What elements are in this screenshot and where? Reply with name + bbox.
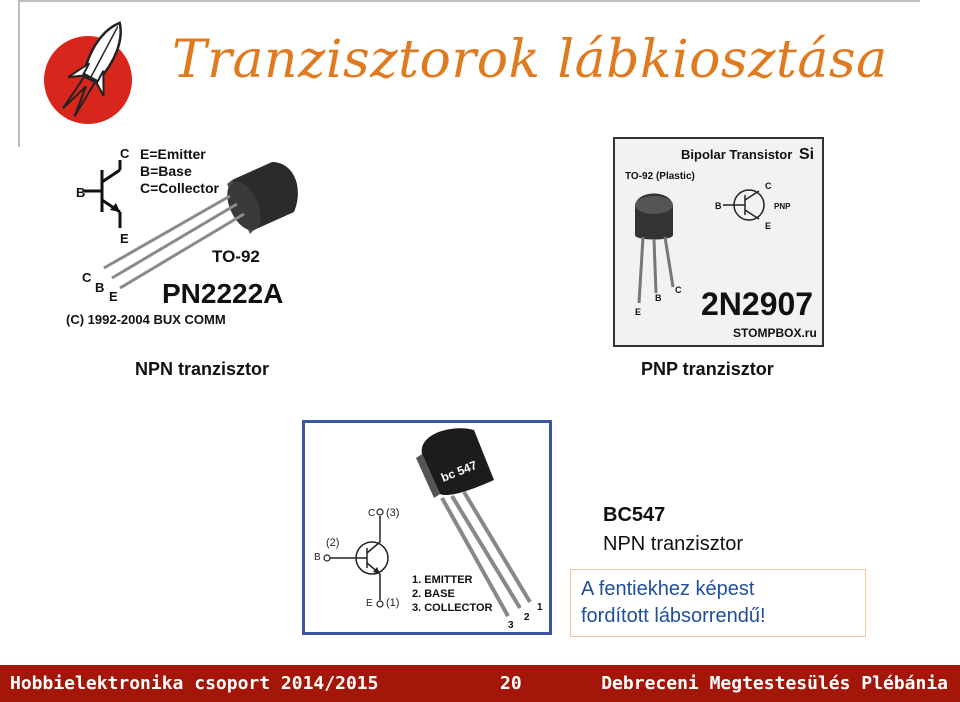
pin-label-e: E (120, 231, 129, 246)
pnp-si-label: Si (799, 146, 815, 163)
pnp-sym-e: E (765, 221, 772, 231)
bc547-caption (603, 501, 743, 559)
bc547-pin-list-1: 1. EMITTER (412, 574, 473, 586)
bc547-b-label: B (314, 552, 321, 563)
legend-collector: C=Collector (140, 180, 219, 196)
bc547-pin-list-2: 2. BASE (412, 588, 455, 600)
lead-label-b: B (95, 280, 105, 295)
pnp-part-number: 2N2907 (701, 286, 814, 322)
pnp-lead-e: E (635, 307, 642, 317)
2n2907-image (613, 137, 824, 347)
bc547-lead-3: 3 (508, 620, 514, 631)
bc547-type: NPN tranzisztor (603, 533, 744, 555)
bc547-b-num: (2) (326, 537, 340, 549)
bc547-image (302, 420, 552, 635)
footer-page-number: 20 (500, 673, 522, 694)
package-label: TO-92 (212, 247, 260, 266)
bc547-e-num: (1) (386, 597, 400, 609)
pin-order-note (570, 569, 866, 637)
lead-label-e: E (109, 289, 118, 304)
bc547-c-label: C (368, 508, 376, 519)
footer-group-name: Hobbielektronika csoport 2014/2015 (10, 673, 379, 694)
note-line-1: A fentiekhez képest (581, 578, 755, 600)
bc547-e-label: E (366, 598, 373, 609)
pnp-sym-type: PNP (774, 202, 791, 211)
footer-bar (0, 665, 960, 702)
pn2222a-image (62, 140, 310, 332)
pnp-lead-c: C (675, 285, 682, 295)
bc547-name: BC547 (603, 504, 666, 526)
rocket-logo-icon (40, 8, 140, 133)
pnp-package-label: TO-92 (Plastic) (625, 171, 695, 182)
copyright-text: (C) 1992-2004 BUX COMM (66, 312, 226, 327)
pnp-sym-c: C (765, 181, 772, 191)
pin-label-c: C (120, 146, 130, 161)
bc547-body-label: bc 547 (439, 457, 479, 485)
lead-label-c: C (82, 270, 92, 285)
pnp-brand: STOMPBOX.ru (733, 326, 817, 340)
pnp-header: Bipolar Transistor (681, 147, 793, 162)
note-line-2: fordított lábsorrendű! (581, 605, 766, 627)
bc547-pin-list-3: 3. COLLECTOR (412, 602, 493, 614)
bc547-lead-1: 1 (537, 602, 543, 613)
pnp-caption: PNP tranzisztor (641, 359, 774, 379)
bc547-c-num: (3) (386, 507, 400, 519)
legend-base: B=Base (140, 163, 192, 179)
part-number: PN2222A (162, 278, 284, 309)
pnp-lead-b: B (655, 293, 662, 303)
pin-label-b: B (76, 185, 86, 200)
legend-emitter: E=Emitter (140, 146, 206, 162)
bc547-lead-2: 2 (524, 612, 530, 623)
pnp-sym-b: B (715, 201, 722, 211)
footer-organization: Debreceni Megtestesülés Plébánia (601, 673, 948, 694)
page-title: Tranzisztorok lábkiosztása (172, 30, 888, 90)
npn-caption: NPN tranzisztor (135, 359, 270, 379)
